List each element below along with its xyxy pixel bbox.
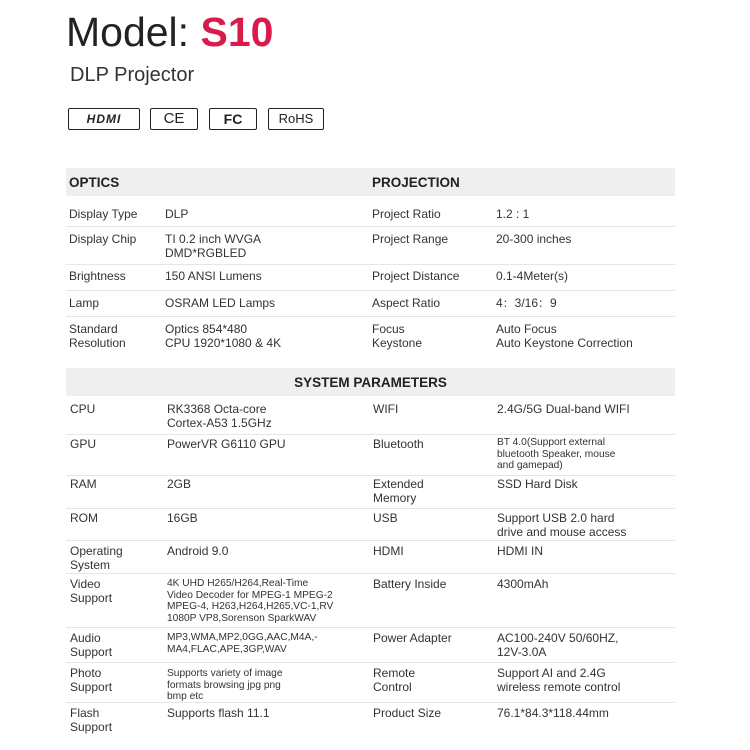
model-name: S10 bbox=[200, 9, 274, 55]
spec-value: Android 9.0 bbox=[167, 544, 229, 558]
row-divider bbox=[66, 662, 675, 663]
row-divider bbox=[66, 627, 675, 628]
optics-projection-header-bar bbox=[66, 168, 675, 196]
spec-value: Supports variety of image formats browsing jpg png bmp etc bbox=[167, 668, 283, 702]
system-parameters-header: SYSTEM PARAMETERS bbox=[294, 375, 447, 390]
spec-value: 4K UHD H265/H264,Real-Time Video Decoder for MPEG-1 MPEG-2 MPEG-4, H263,H264,H265,VC-1,RV 1080P VP8,Sorenson SparkWAV bbox=[167, 578, 334, 624]
spec-value: 2.4G/5G Dual-band WIFI bbox=[497, 402, 630, 416]
spec-label: Flash Support bbox=[70, 706, 113, 734]
spec-label: WIFI bbox=[373, 402, 399, 416]
spec-label: Standard Resolution bbox=[69, 322, 126, 350]
spec-label: Photo Support bbox=[70, 666, 113, 694]
spec-value: OSRAM LED Lamps bbox=[165, 296, 276, 310]
rohs-logo: RoHS bbox=[268, 108, 324, 130]
spec-label: USB bbox=[373, 511, 398, 525]
optics-header: OPTICS bbox=[69, 175, 120, 190]
spec-value: HDMI IN bbox=[497, 544, 543, 558]
spec-value: SSD Hard Disk bbox=[497, 477, 578, 491]
spec-label: Video Support bbox=[70, 577, 113, 605]
spec-value: 150 ANSI Lumens bbox=[165, 269, 262, 283]
spec-value: 0.1-4Meter(s) bbox=[496, 269, 569, 283]
spec-value: MP3,WMA,MP2,0GG,AAC,M4A,- MA4,FLAC,APE,3GP,WAV bbox=[167, 632, 318, 655]
row-divider bbox=[66, 316, 675, 317]
spec-label: RAM bbox=[70, 477, 97, 491]
row-divider bbox=[66, 264, 675, 265]
spec-label: HDMI bbox=[373, 544, 404, 558]
spec-label: Brightness bbox=[69, 269, 126, 283]
row-divider bbox=[66, 475, 675, 476]
spec-value: 4：3/16：9 bbox=[496, 296, 557, 310]
spec-label: Focus Keystone bbox=[372, 322, 423, 350]
model-prefix: Model: bbox=[66, 9, 190, 55]
spec-label: Bluetooth bbox=[373, 437, 424, 451]
row-divider bbox=[66, 702, 675, 703]
row-divider bbox=[66, 226, 675, 227]
spec-label: ROM bbox=[70, 511, 98, 525]
spec-label: Display Chip bbox=[69, 232, 137, 246]
page-title bbox=[66, 2, 273, 62]
spec-value: AC100-240V 50/60HZ, 12V-3.0A bbox=[497, 631, 619, 659]
spec-value: 2GB bbox=[167, 477, 192, 491]
spec-value: 16GB bbox=[167, 511, 198, 525]
projection-header: PROJECTION bbox=[372, 175, 460, 190]
spec-label: Project Ratio bbox=[372, 207, 441, 221]
spec-label: Battery Inside bbox=[373, 577, 447, 591]
spec-value: PowerVR G6110 GPU bbox=[167, 437, 286, 451]
row-divider bbox=[66, 573, 675, 574]
product-subtitle: DLP Projector bbox=[70, 64, 195, 86]
fc-logo: FC bbox=[209, 108, 257, 130]
spec-label: Extended Memory bbox=[373, 477, 424, 505]
spec-value: DLP bbox=[165, 207, 189, 221]
spec-value: Support USB 2.0 hard drive and mouse access bbox=[497, 511, 627, 539]
spec-label: Audio Support bbox=[70, 631, 113, 659]
row-divider bbox=[66, 434, 675, 435]
row-divider bbox=[66, 508, 675, 509]
spec-value: 1.2 : 1 bbox=[496, 207, 530, 221]
spec-label: GPU bbox=[70, 437, 97, 451]
spec-label: Power Adapter bbox=[373, 631, 452, 645]
spec-value: 76.1*84.3*118.44mm bbox=[497, 706, 609, 720]
spec-value: BT 4.0(Support external bluetooth Speaker, mouse and gamepad) bbox=[497, 437, 616, 471]
spec-label: Project Range bbox=[372, 232, 449, 246]
spec-value: 4300mAh bbox=[497, 577, 549, 591]
spec-value: Support AI and 2.4G wireless remote control bbox=[497, 666, 621, 694]
spec-label: Display Type bbox=[69, 207, 138, 221]
spec-label: Operating System bbox=[70, 544, 123, 572]
spec-label: Lamp bbox=[69, 296, 100, 310]
spec-label: CPU bbox=[70, 402, 96, 416]
spec-label: Remote Control bbox=[373, 666, 416, 694]
hdmi-logo: HDMI bbox=[68, 108, 140, 130]
spec-value: 20-300 inches bbox=[496, 232, 572, 246]
spec-value: Optics 854*480 CPU 1920*1080 & 4K bbox=[165, 322, 282, 350]
row-divider bbox=[66, 290, 675, 291]
spec-label: Aspect Ratio bbox=[372, 296, 441, 310]
spec-value: Auto Focus Auto Keystone Correction bbox=[496, 322, 633, 350]
spec-value: Supports flash 11.1 bbox=[167, 706, 270, 720]
spec-label: Project Distance bbox=[372, 269, 460, 283]
row-divider bbox=[66, 540, 675, 541]
ce-logo: CE bbox=[150, 108, 198, 130]
spec-label: Product Size bbox=[373, 706, 442, 720]
spec-value: TI 0.2 inch WVGA DMD*RGBLED bbox=[165, 232, 262, 260]
spec-value: RK3368 Octa-core Cortex-A53 1.5GHz bbox=[167, 402, 272, 430]
